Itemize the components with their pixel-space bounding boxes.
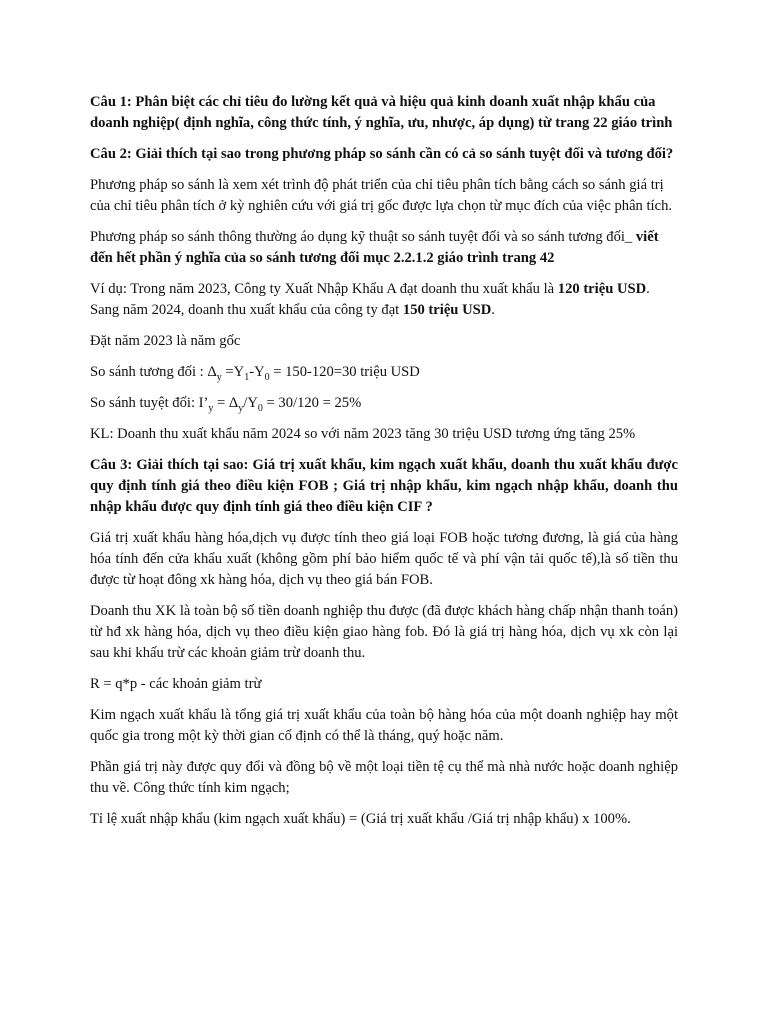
q3-paragraph-5: Tỉ lệ xuất nhập khẩu (kim ngạch xuất khẩu) = (Giá trị xuất khẩu /Giá trị nhập khẩu) x 100%. [90,811,631,827]
q3-paragraph-2: Doanh thu XK là toàn bộ số tiền doanh nghiệp thu được (đã được khách hàng chấp nhận thanh toán) từ hđ xk hàng hóa, dịch vụ theo điều kiện giao hàng fob. Đó là giá trị hàng hóa, dịch vụ xk còn lại sau khi khấu trừ các khoản giảm trừ doanh thu. [90,603,678,661]
question-3-title: Câu 3: Giải thích tại sao: Giá trị xuất khẩu, kim ngạch xuất khẩu, doanh thu xuất khẩu được quy định tính giá theo điều kiện FOB ; Giá trị nhập khẩu, kim ngạch nhập khẩu, doanh thu nhập khẩu được quy định tính giá theo điều kiện CIF ? [90,457,678,515]
revenue-formula: R = q*p - các khoản giảm trừ [90,676,262,692]
abs-part-c: /Y [243,395,258,411]
conclusion-line: KL: Doanh thu xuất khẩu năm 2024 so với năm 2023 tăng 30 triệu USD tương ứng tăng 25% [90,426,636,442]
rel-part-b: =Y [221,364,245,380]
base-year-line: Đặt năm 2023 là năm gốc [90,333,241,349]
q3-paragraph-1: Giá trị xuất khẩu hàng hóa,dịch vụ được tính theo giá loại FOB hoặc tương đương, là giá của hàng hóa tính đến cửa khẩu xuất (không gồm phí bảo hiểm quốc tế và phí vận tải quốc tế),là số tiền thu được từ hoạt đông xk hàng hóa, dịch vụ theo giá bán FOB. [90,530,678,588]
q3-paragraph-3: Kim ngạch xuất khẩu là tổng giá trị xuất khẩu của toàn bộ hàng hóa của một doanh nghiệp hay một quốc gia trong một kỳ thời gian cố định có thể là tháng, quý hoặc năm. [90,707,678,744]
rel-sub-2: 1 [244,371,250,383]
q2-p2-bold: viết đến hết phần ý nghĩa của so sánh tương đối mục 2.2.1.2 giáo trình trang 42 [90,229,659,266]
rel-sub-3: 0 [264,371,270,383]
abs-sub-3: 0 [257,402,263,414]
example-value-2023: 120 triệu USD [557,281,647,297]
absolute-comparison-line [90,393,678,414]
abs-sub-2: y [238,402,244,414]
example-text-c: . Sang năm 2024, doanh thu xuất khẩu của công ty đạt [90,281,650,318]
example-paragraph [90,279,678,321]
abs-sub-1: y [208,402,214,414]
example-value-2024: 150 triệu USD [402,302,492,318]
q2-paragraph-2 [90,227,678,269]
rel-part-a: So sánh tương đối : Δ [90,364,217,380]
question-1: Câu 1: Phân biệt các chỉ tiêu đo lường kết quả và hiệu quả kinh doanh xuất nhập khẩu của doanh nghiệp( định nghĩa, công thức tính, ý nghĩa, ưu, nhược, áp dụng) từ trang 22 giáo trình [90,94,673,131]
rel-sub-1: y [216,371,222,383]
abs-part-a: So sánh tuyệt đối: I’ [90,395,209,411]
relative-comparison-line [90,362,678,383]
q2-p2-text: Phương pháp so sánh thông thường áo dụng kỹ thuật so sánh tuyệt đối và so sánh tương đối_ [90,229,633,245]
q3-paragraph-4: Phần giá trị này được quy đổi và đồng bộ về một loại tiền tệ cụ thể mà nhà nước hoặc doanh nghiệp thu về. Công thức tính kim ngạch; [90,759,678,796]
q2-paragraph-1: Phương pháp so sánh là xem xét trình độ phát triển của chỉ tiêu phân tích bằng cách so sánh giá trị của chỉ tiêu phân tích ở kỳ nghiên cứu với giá trị gốc được lựa chọn từ mục đích của việc phân tích. [90,177,673,214]
rel-part-d: = 150-120=30 triệu USD [269,364,420,380]
abs-part-b: = Δ [213,395,239,411]
question-2-title: Câu 2: Giải thích tại sao trong phương pháp so sánh cần có cả so sánh tuyệt đối và tương đối? [90,146,674,162]
rel-part-c: -Y [249,364,265,380]
example-text-e: . [491,302,495,318]
abs-part-d: = 30/120 = 25% [262,395,362,411]
example-text-a: Ví dụ: Trong năm 2023, Công ty Xuất Nhập Khẩu A đạt doanh thu xuất khẩu là [90,281,558,297]
